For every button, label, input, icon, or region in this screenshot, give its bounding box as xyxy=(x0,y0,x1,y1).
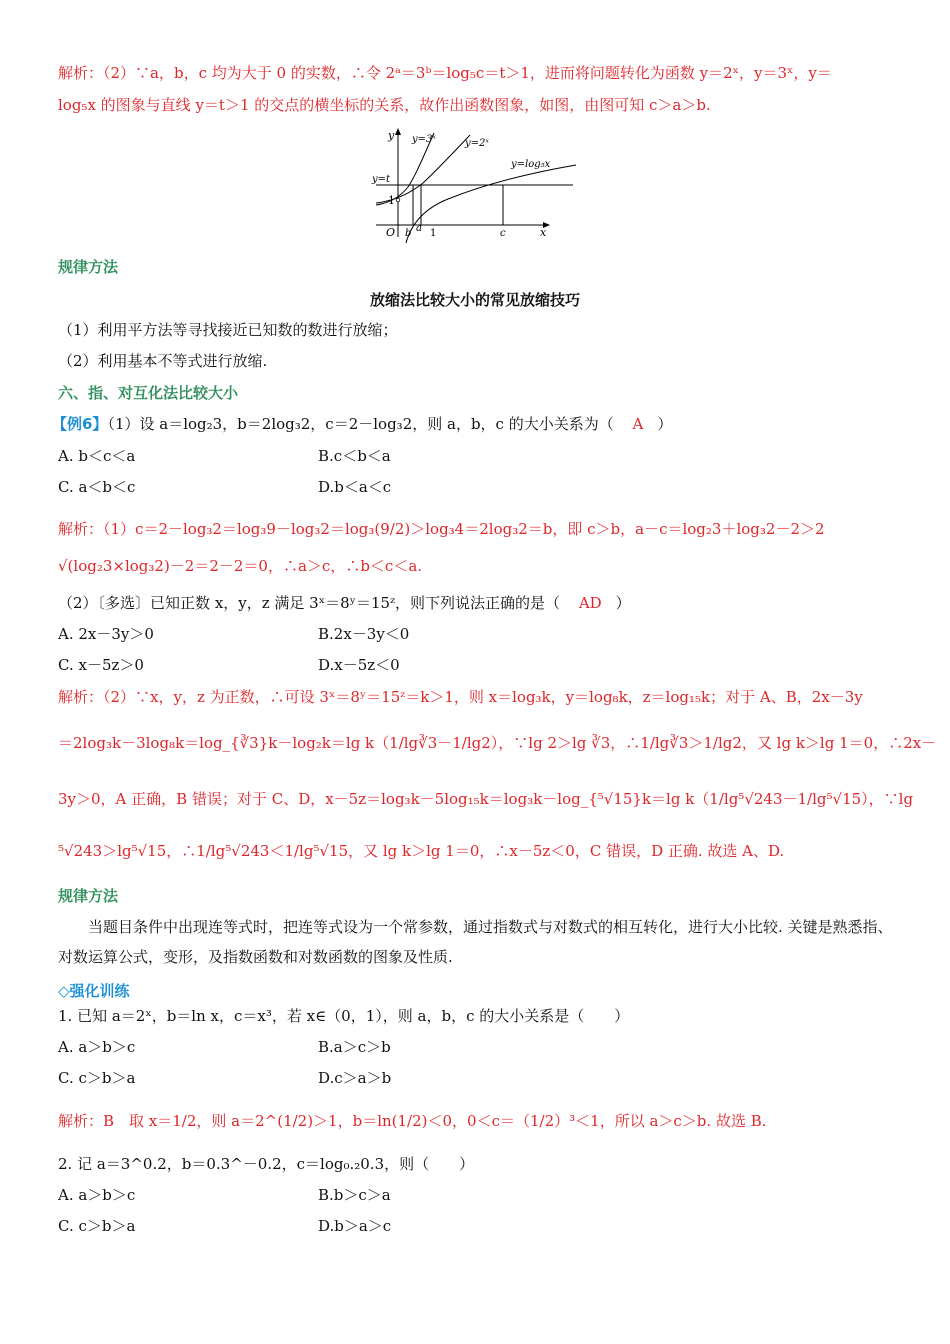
solution-line: 3y＞0，A 正确，B 错误；对于 C、D，x－5z＝log₃k－5log₁₅k＝log₃k－log_{⁵√15}k＝lg k（1/lg⁵√243－1/lg⁵√15），∵lg xyxy=(58,790,914,808)
method-heading: 规律方法 xyxy=(58,258,119,276)
solution-line: log₅x 的图象与直线 y＝t＞1 的交点的横坐标的关系，故作出函数图象，如图，由图可知 c＞a＞b. xyxy=(58,96,711,114)
function-graph xyxy=(368,125,583,245)
y2x-label: y=2ˣ xyxy=(465,138,489,149)
a-label: a xyxy=(416,223,422,234)
answer: AD xyxy=(578,594,602,612)
option-c: C. c＞b＞a xyxy=(58,1069,136,1087)
option-d: D.b＞a＞c xyxy=(318,1217,392,1235)
option-a: A. 2x－3y＞0 xyxy=(58,625,154,643)
y-axis-label: y xyxy=(388,129,395,142)
x-axis-label: x xyxy=(540,226,547,239)
method-item: （2）利用基本不等式进行放缩. xyxy=(58,352,268,370)
ylog-label: y=log₅x xyxy=(511,159,551,170)
method-heading: 规律方法 xyxy=(58,887,119,905)
question-end: ） xyxy=(615,594,631,612)
option-d: D.x－5z＜0 xyxy=(318,656,400,674)
solution-line: ＝2log₃k－3log₈k＝log_{∛3}k－log₂k＝lg k（1/lg∛3－1/lg2），∵lg 2＞lg ∛3，∴1/lg∛3＞1/lg2，又 lg k＞lg 1＝0，∴2x－ xyxy=(58,734,937,752)
example-tag: 【例6】 xyxy=(52,415,108,433)
option-b: B.c＜b＜a xyxy=(318,447,391,465)
solution-line: 解析：（1）c＝2－log₃2＝log₃9－log₃2＝log₃(9/2)＞log₃4＝2log₃2＝b，即 c＞b，a－c＝log₂3＋log₃2－2＞2 xyxy=(58,520,825,538)
option-a: A. a＞b＞c xyxy=(58,1186,136,1204)
option-b: B.b＞c＞a xyxy=(318,1186,391,1204)
option-c: C. a＜b＜c xyxy=(58,478,136,496)
training-title: ◇强化训练 xyxy=(58,982,130,1000)
curve-2x xyxy=(376,135,470,203)
y3x-label: y=3ˣ xyxy=(412,134,436,145)
solution-line: 解析：（2）∵x，y，z 为正数，∴可设 3ˣ＝8ʸ＝15ᶻ＝k＞1，则 x＝log₃k，y＝log₈k，z＝log₁₅k；对于 A、B，2x－3y xyxy=(58,688,863,706)
option-d: D.b＜a＜c xyxy=(318,478,392,496)
example-question xyxy=(58,592,631,614)
option-c: C. c＞b＞a xyxy=(58,1217,136,1235)
b-label: b xyxy=(405,228,412,239)
option-a: A. a＞b＞c xyxy=(58,1038,136,1056)
training-heading xyxy=(58,980,130,1002)
option-b: B.2x－3y＜0 xyxy=(318,625,410,643)
c-label: c xyxy=(500,228,506,239)
question-text: （2）〔多选〕已知正数 x，y，z 满足 3ˣ＝8ʸ＝15ᶻ，则下列说法正确的是（ xyxy=(58,594,561,612)
question-text: （1）设 a＝log₂3，b＝2log₃2，c＝2－log₃2，则 a，b，c 的大小关系为（ xyxy=(107,415,614,433)
one-x-label: 1 xyxy=(430,228,437,239)
solution-line: 解析：（2）∵a，b，c 均为大于 0 的实数，∴令 2ᵃ＝3ᵇ＝log₅c＝t＞1，进而将问题转化为函数 y＝2ˣ，y＝3ˣ，y＝ xyxy=(58,64,832,82)
solution-line: ⁵√243＞lg⁵√15，∴1/lg⁵√243＜1/lg⁵√15，又 lg k＞lg 1＝0，∴x－5z＜0，C 错误，D 正确. 故选 A、D. xyxy=(58,842,785,860)
origin-label: O xyxy=(386,226,396,239)
method-title: 放缩法比较大小的常见放缩技巧 xyxy=(369,291,580,309)
solution-line: √(log₂3×log₃2)－2＝2－2＝0，∴a＞c，∴b＜c＜a. xyxy=(58,557,423,575)
option-d: D.c＞a＞b xyxy=(318,1069,392,1087)
solution-line: 解析：B 取 x＝1/2，则 a＝2^(1/2)＞1，b＝ln(1/2)＜0，0＜c＝（1/2）³＜1，所以 a＞c＞b. 故选 B. xyxy=(58,1112,767,1130)
method-paragraph: 当题目条件中出现连等式时，把连等式设为一个常参数，通过指数式与对数式的相互转化，进行大小比较. 关键是熟悉指、对数运算公式，变形，及指数函数和对数函数的图象及性质. xyxy=(58,918,893,966)
one-y-label: 1 xyxy=(388,194,395,207)
training-question: 1. 已知 a＝2ˣ，b＝ln x，c＝x³，若 x∈（0，1），则 a，b，c 的大小关系是（ ） xyxy=(58,1007,630,1025)
method-item: （1）利用平方法等寻找接近已知数的数进行放缩； xyxy=(58,321,398,339)
question-end: ） xyxy=(657,415,673,433)
training-question: 2. 记 a＝3^0.2，b＝0.3^－0.2，c＝log₀.₂0.3，则（ ） xyxy=(58,1155,475,1173)
option-b: B.a＞c＞b xyxy=(318,1038,391,1056)
point-0-1 xyxy=(396,198,400,202)
section-heading: 六、指、对互化法比较大小 xyxy=(58,384,239,402)
option-a: A. b＜c＜a xyxy=(58,447,136,465)
y-axis-arrow-icon xyxy=(395,128,401,135)
example-question xyxy=(52,413,672,435)
yt-label: y=t xyxy=(372,174,391,185)
option-c: C. x－5z＞0 xyxy=(58,656,144,674)
answer: A xyxy=(632,415,644,433)
